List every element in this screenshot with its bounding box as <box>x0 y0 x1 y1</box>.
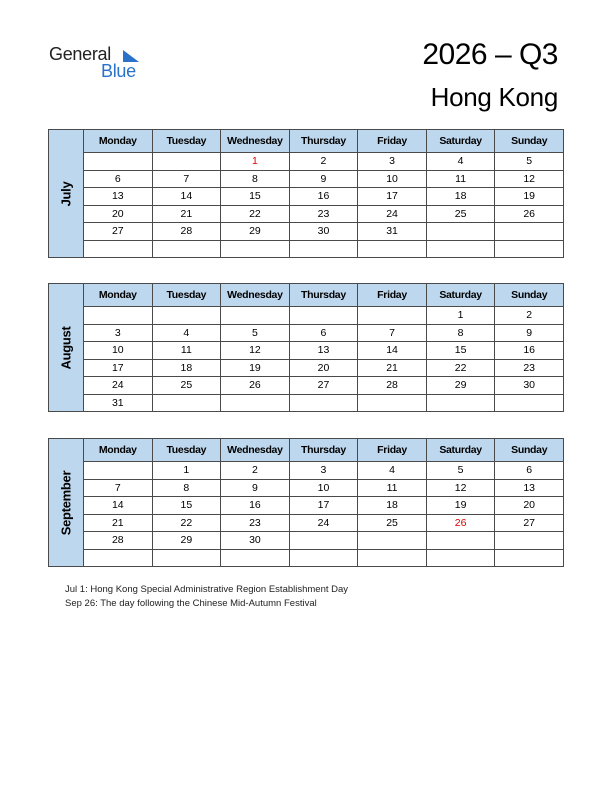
day-cell <box>84 462 153 480</box>
day-cell: 31 <box>358 223 427 241</box>
day-cell: 29 <box>221 223 290 241</box>
weekday-header: Tuesday <box>152 284 221 307</box>
calendar-table <box>48 438 564 567</box>
day-cell: 2 <box>289 153 358 171</box>
day-cell: 21 <box>84 514 153 532</box>
day-cell: 12 <box>221 342 290 360</box>
day-cell <box>358 307 427 325</box>
day-cell <box>84 549 153 567</box>
day-cell: 3 <box>289 462 358 480</box>
day-cell: 12 <box>426 479 495 497</box>
day-cell: 26 <box>426 514 495 532</box>
day-cell: 23 <box>495 359 564 377</box>
day-cell: 23 <box>289 205 358 223</box>
day-cell: 14 <box>152 188 221 206</box>
holiday-note: Sep 26: The day following the Chinese Mid-Autumn Festival <box>65 598 317 609</box>
week-row <box>49 240 564 258</box>
day-cell: 20 <box>289 359 358 377</box>
weekday-header: Monday <box>84 130 153 153</box>
week-row <box>49 377 564 395</box>
day-cell: 12 <box>495 170 564 188</box>
day-cell: 16 <box>221 497 290 515</box>
day-cell <box>426 240 495 258</box>
day-cell: 8 <box>221 170 290 188</box>
week-row <box>49 532 564 550</box>
day-cell: 30 <box>289 223 358 241</box>
day-cell: 9 <box>495 324 564 342</box>
week-row <box>49 205 564 223</box>
day-cell: 25 <box>152 377 221 395</box>
week-row <box>49 324 564 342</box>
logo-text-blue: Blue <box>101 61 136 81</box>
day-cell: 14 <box>84 497 153 515</box>
day-cell: 9 <box>289 170 358 188</box>
day-cell: 18 <box>358 497 427 515</box>
day-cell: 8 <box>426 324 495 342</box>
day-cell: 15 <box>426 342 495 360</box>
month-calendar-september <box>48 438 564 567</box>
day-cell: 30 <box>495 377 564 395</box>
day-cell <box>289 307 358 325</box>
day-cell <box>426 549 495 567</box>
day-cell: 11 <box>358 479 427 497</box>
weekday-header-row <box>49 284 564 307</box>
day-cell: 6 <box>84 170 153 188</box>
day-cell: 1 <box>426 307 495 325</box>
day-cell: 17 <box>84 359 153 377</box>
calendar-table <box>48 283 564 412</box>
week-row <box>49 549 564 567</box>
day-cell: 7 <box>84 479 153 497</box>
month-label <box>49 439 84 567</box>
day-cell: 15 <box>221 188 290 206</box>
day-cell: 18 <box>426 188 495 206</box>
day-cell <box>152 549 221 567</box>
holiday-note: Jul 1: Hong Kong Special Administrative Region Establishment Day <box>65 584 349 595</box>
day-cell: 28 <box>152 223 221 241</box>
day-cell <box>84 240 153 258</box>
day-cell: 20 <box>495 497 564 515</box>
day-cell: 16 <box>495 342 564 360</box>
weekday-header: Wednesday <box>221 439 290 462</box>
day-cell <box>84 153 153 171</box>
month-calendar-july <box>48 129 564 258</box>
day-cell: 28 <box>358 377 427 395</box>
weekday-header: Sunday <box>495 439 564 462</box>
week-row <box>49 497 564 515</box>
day-cell <box>152 153 221 171</box>
day-cell <box>358 532 427 550</box>
day-cell: 10 <box>358 170 427 188</box>
day-cell: 26 <box>221 377 290 395</box>
month-name: August <box>58 326 74 369</box>
day-cell <box>426 223 495 241</box>
day-cell: 31 <box>84 394 153 412</box>
weekday-header: Monday <box>84 284 153 307</box>
day-cell <box>289 549 358 567</box>
day-cell: 1 <box>152 462 221 480</box>
day-cell <box>152 307 221 325</box>
day-cell: 29 <box>426 377 495 395</box>
region-title: Hong Kong <box>430 82 558 112</box>
day-cell: 8 <box>152 479 221 497</box>
weekday-header: Friday <box>358 439 427 462</box>
day-cell <box>84 307 153 325</box>
day-cell <box>495 240 564 258</box>
day-cell: 10 <box>84 342 153 360</box>
day-cell: 24 <box>289 514 358 532</box>
weekday-header: Thursday <box>289 130 358 153</box>
weekday-header: Wednesday <box>221 130 290 153</box>
week-row <box>49 223 564 241</box>
day-cell: 13 <box>289 342 358 360</box>
day-cell <box>495 532 564 550</box>
weekday-header: Saturday <box>426 284 495 307</box>
day-cell: 5 <box>426 462 495 480</box>
day-cell: 14 <box>358 342 427 360</box>
day-cell <box>221 549 290 567</box>
weekday-header: Wednesday <box>221 284 290 307</box>
day-cell: 10 <box>289 479 358 497</box>
day-cell: 24 <box>358 205 427 223</box>
day-cell <box>152 240 221 258</box>
weekday-header: Tuesday <box>152 439 221 462</box>
weekday-header-row <box>49 439 564 462</box>
day-cell <box>495 223 564 241</box>
day-cell: 29 <box>152 532 221 550</box>
weekday-header: Monday <box>84 439 153 462</box>
day-cell <box>358 240 427 258</box>
day-cell <box>495 394 564 412</box>
day-cell <box>221 240 290 258</box>
calendar-table <box>48 129 564 258</box>
day-cell: 23 <box>221 514 290 532</box>
week-row <box>49 188 564 206</box>
day-cell: 27 <box>495 514 564 532</box>
day-cell: 1 <box>221 153 290 171</box>
day-cell: 18 <box>152 359 221 377</box>
day-cell: 17 <box>358 188 427 206</box>
day-cell: 22 <box>152 514 221 532</box>
month-label <box>49 130 84 258</box>
day-cell: 26 <box>495 205 564 223</box>
day-cell: 4 <box>152 324 221 342</box>
day-cell <box>289 240 358 258</box>
day-cell: 13 <box>495 479 564 497</box>
day-cell <box>358 394 427 412</box>
weekday-header: Sunday <box>495 130 564 153</box>
day-cell: 25 <box>358 514 427 532</box>
weekday-header: Friday <box>358 284 427 307</box>
weekday-header-row <box>49 130 564 153</box>
holiday-notes <box>65 583 348 611</box>
day-cell: 21 <box>152 205 221 223</box>
day-cell: 22 <box>426 359 495 377</box>
day-cell: 11 <box>152 342 221 360</box>
day-cell: 16 <box>289 188 358 206</box>
day-cell: 4 <box>426 153 495 171</box>
day-cell: 11 <box>426 170 495 188</box>
day-cell <box>426 532 495 550</box>
day-cell: 4 <box>358 462 427 480</box>
logo-text-general: General <box>49 44 111 64</box>
day-cell: 30 <box>221 532 290 550</box>
day-cell: 15 <box>152 497 221 515</box>
day-cell: 6 <box>495 462 564 480</box>
weekday-header: Sunday <box>495 284 564 307</box>
day-cell <box>152 394 221 412</box>
day-cell: 2 <box>221 462 290 480</box>
day-cell: 17 <box>289 497 358 515</box>
day-cell: 5 <box>495 153 564 171</box>
month-label <box>49 284 84 412</box>
day-cell: 7 <box>358 324 427 342</box>
day-cell: 20 <box>84 205 153 223</box>
day-cell: 27 <box>84 223 153 241</box>
day-cell: 19 <box>426 497 495 515</box>
day-cell: 19 <box>221 359 290 377</box>
day-cell: 3 <box>358 153 427 171</box>
day-cell: 2 <box>495 307 564 325</box>
day-cell: 13 <box>84 188 153 206</box>
weekday-header: Friday <box>358 130 427 153</box>
day-cell: 24 <box>84 377 153 395</box>
month-calendar-august <box>48 283 564 412</box>
logo <box>49 44 149 84</box>
month-name: September <box>58 470 74 535</box>
day-cell: 21 <box>358 359 427 377</box>
day-cell: 5 <box>221 324 290 342</box>
week-row <box>49 479 564 497</box>
day-cell: 27 <box>289 377 358 395</box>
day-cell: 7 <box>152 170 221 188</box>
day-cell: 19 <box>495 188 564 206</box>
day-cell <box>358 549 427 567</box>
page-title: 2026 – Q3 <box>422 38 558 71</box>
week-row <box>49 462 564 480</box>
week-row <box>49 170 564 188</box>
week-row <box>49 359 564 377</box>
week-row <box>49 394 564 412</box>
month-name: July <box>58 181 74 206</box>
day-cell: 25 <box>426 205 495 223</box>
weekday-header: Thursday <box>289 439 358 462</box>
day-cell: 28 <box>84 532 153 550</box>
day-cell <box>221 394 290 412</box>
day-cell <box>495 549 564 567</box>
weekday-header: Saturday <box>426 439 495 462</box>
day-cell <box>289 394 358 412</box>
weekday-header: Thursday <box>289 284 358 307</box>
day-cell <box>221 307 290 325</box>
week-row <box>49 342 564 360</box>
day-cell: 3 <box>84 324 153 342</box>
day-cell: 6 <box>289 324 358 342</box>
week-row <box>49 307 564 325</box>
week-row <box>49 514 564 532</box>
week-row <box>49 153 564 171</box>
day-cell <box>426 394 495 412</box>
day-cell: 22 <box>221 205 290 223</box>
day-cell: 9 <box>221 479 290 497</box>
day-cell <box>289 532 358 550</box>
weekday-header: Tuesday <box>152 130 221 153</box>
weekday-header: Saturday <box>426 130 495 153</box>
